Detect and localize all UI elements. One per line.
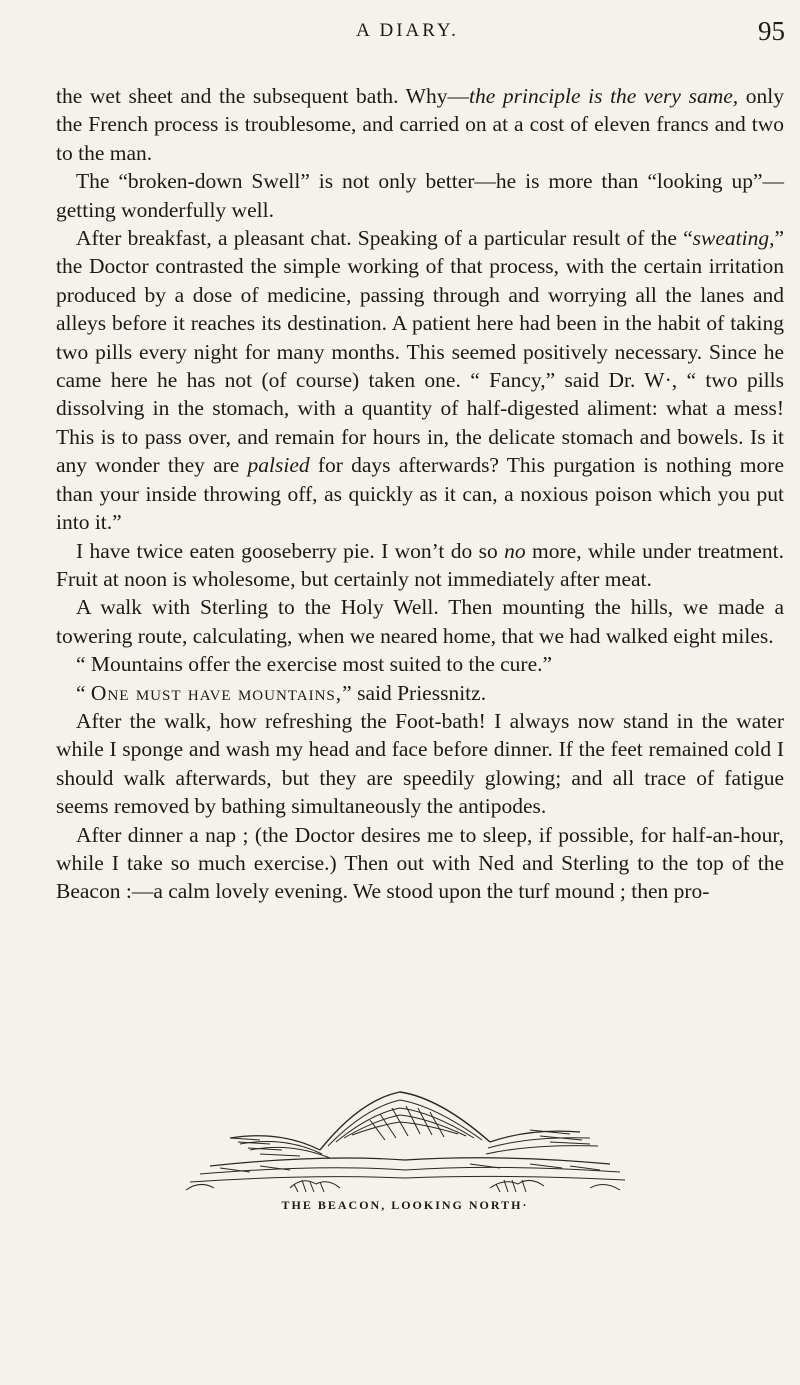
paragraph-text: “ Mountains offer the exercise most suited to the cure.” [76,652,553,677]
paragraph-text: ” the Doctor contrasted the simple working of that process, with the certain irritation produced by a dose of medicine, passing through and worrying all the lanes and alleys before it reaches its destination. A patient here had been in the habit of taking two pills every night for many months. This seemed positively necessary. Since he came here he has not (of course) taken one. “ Fancy,” said Dr. W·, “ two pills dissolving in the stomach, with a quantity of half-digested aliment: what a mess! This is to pass over, and remain for hours in, the delicate stomach and bowels. Is it any wonder they are [56,226,784,478]
paragraph-text: “ [76,680,91,705]
beacon-illustration [170,1080,640,1225]
paragraph-text: ” said Priessnitz. [342,680,487,705]
paragraph [56,593,784,650]
paragraph [56,707,784,821]
paragraph-text: for days afterwards? This purgation is nothing more than your inside throwing off, as quickly as it can, a noxious poison which you put into it.” [56,453,784,535]
running-head [30,16,785,46]
paragraph [56,167,784,224]
quotation [56,650,784,678]
italic-text: palsied [247,453,310,478]
body-text [56,82,784,906]
paragraph-text: I have twice eaten gooseberry pie. I won’t do so [76,538,505,563]
paragraph-text: After breakfast, a pleasant chat. Speaking of a particular result of the “ [76,226,693,251]
paragraph-text: After the walk, how refreshing the Foot-bath! I always now stand in the water while I sponge and wash my head and face before dinner. If the feet remained cold I should walk afterwards, but they are speedily glowing; and all trace of fatigue seems removed by bathing simultaneously the antipodes. [56,708,784,819]
paragraph [56,224,784,536]
paragraph-text: the wet sheet and the subsequent bath. Why— [56,84,469,108]
small-caps-text: One must have mountains, [90,680,343,705]
italic-text: no [504,538,526,563]
paragraph [56,537,784,594]
quotation [56,679,784,707]
page-number: 95 [758,16,785,46]
italic-text: the principle is the very same, [468,84,739,108]
paragraph-text: The “broken-down Swell” is not only better—he is more than “looking up”—getting wonderfully well. [56,169,784,222]
paragraph [56,821,784,906]
paragraph-text: After dinner a nap ; (the Doctor desires me to sleep, if possible, for half-an-hour, while I take so much exercise.) Then out with Ned and Sterling to the top of the Beacon :—a calm lovely evening. We stood upon the turf mound ; then pro- [56,822,784,904]
paragraph [56,82,784,167]
paragraph-text: only the French process is troublesome, and carried on at a cost of eleven francs and two to the man. [56,84,784,165]
paragraph-text: more, while under treatment. Fruit at noon is wholesome, but certainly not immediately after meat. [56,538,784,591]
beacon-engraving [170,1080,640,1200]
paragraph-text: A walk with Sterling to the Holy Well. Then mounting the hills, we made a towering route, calculating, when we neared home, that we had walked eight miles. [56,595,784,648]
italic-text: sweating, [692,226,775,251]
running-title: A DIARY. [356,20,459,41]
figure-caption: THE BEACON, LOOKING NORTH· [281,1198,529,1212]
